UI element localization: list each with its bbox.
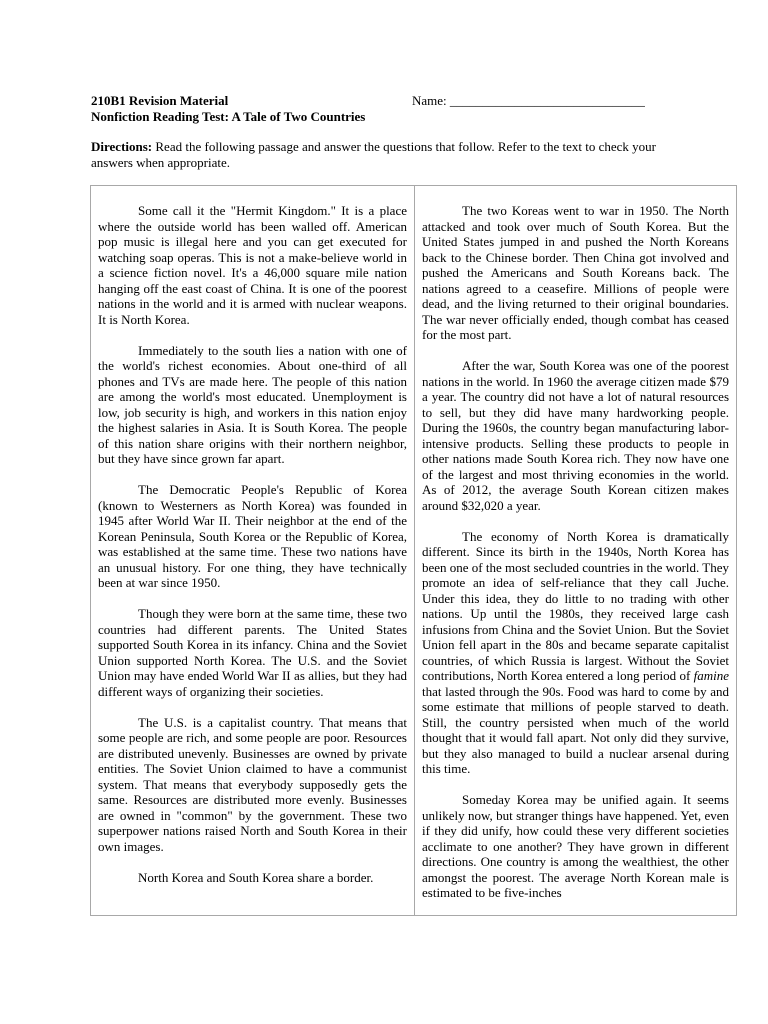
document-header <box>91 93 691 125</box>
course-title: 210B1 Revision Material <box>91 93 229 108</box>
directions <box>91 139 691 171</box>
passage-column-right <box>415 186 736 915</box>
name-field[interactable]: Name: ______________________________ <box>412 93 645 108</box>
passage-paragraph: North Korea and South Korea share a border. <box>138 869 374 885</box>
passage-paragraph: Immediately to the south lies a nation with one of the world's richest economies. About one-third of all phones and TVs are made here. The people of this nation are among the world's most educated. Unemployment is low, job security is high, and workers in this nation enjoy the highest salaries in Asia. It is South Korea. The people of this nation share origins with their northern neighbor, but they have since grown far apart. <box>98 342 407 466</box>
passage-paragraph: Though they were born at the same time, these two countries had different parents. The United States supported South Korea in its infancy. China and the Soviet Union supported North Korea. The U.S. and the Soviet Union may have ended World War II as allies, but they had different ways of organizing their societies. <box>98 606 407 699</box>
passage-paragraph: The two Koreas went to war in 1950. The North attacked and took over much of South Korea. But the United States jumped in and pushed the North Koreans back to the Chinese border. Then China got involved and pushed the Americans and South Koreans back. The nations agreed to a ceasefire. Millions of people were dead, and the living returned to their original boundaries. The war never officially ended, though combat has ceased for the most part. <box>422 203 729 342</box>
passage-paragraph: The U.S. is a capitalist country. That means that some people are rich, and some people are poor. Resources are distributed unevenly. Businesses are owned by private entities. The Soviet Union claimed to have a communist system. That means that everybody supposedly gets the same. Resources are distributed more evenly. Businesses are owned in "common" by the government. These two superpower nations raised North and South Korea in their own images. <box>98 714 407 854</box>
header-first-line <box>91 93 691 109</box>
directions-text: Read the following passage and answer the questions that follow. Refer to the text to check your answers when appropriate. <box>91 139 656 170</box>
passage-table <box>90 185 737 916</box>
directions-label: Directions: <box>91 139 153 154</box>
passage-column-left <box>91 186 415 915</box>
paragraph-text: The economy of North Korea is dramatically different. Since its birth in the 1940s, North Korea has been one of the most secluded countries in the world. They promote an idea of self-reliance that they call Juche. Under this idea, they do little to no trading with other nations. Up until the 1980s, they received large cash infusions from China and the Soviet Union. But the Soviet Union fell apart in the 80s and became separate capitalist countries, of which Russia is largest. Without the Soviet contributions, North Korea entered a long period of <box>422 528 729 683</box>
passage-paragraph: After the war, South Korea was one of the poorest nations in the world. In 1960 the average citizen made $79 a year. The country did not have a lot of natural resources to sell, but they did have many hardworking people. During the 1960s, the country began manufacturing labor-intensive products. Selling these products to people in other nations made South Korea rich. They now have one of the largest and most thriving economies in the world. As of 2012, the average South Korean citizen makes around $32,020 a year. <box>422 358 729 513</box>
emphasized-word: famine <box>693 668 729 683</box>
test-title: Nonfiction Reading Test: A Tale of Two Countries <box>91 109 366 124</box>
passage-paragraph: Some call it the "Hermit Kingdom." It is a place where the outside world has been walled off. American pop music is illegal here and you can get executed for watching soap operas. This is not a make-believe world in a science fiction novel. It's a 46,000 square mile nation hanging off the east coast of China. It is one of the poorest nations in the world and it is armed with nuclear weapons. It is North Korea. <box>98 203 407 327</box>
paragraph-text: that lasted through the 90s. Food was hard to come by and some estimate that millions of people starved to death. Still, the country persisted when much of the world thought that it would fall apart. Not only did they survive, but they also managed to build a nuclear arsenal during this time. <box>422 683 729 776</box>
passage-paragraph: Someday Korea may be unified again. It seems unlikely now, but stranger things have happened. Yet, even if they did unify, how could these very different societies acclimate to one another? They have grown in different directions. One country is among the wealthiest, the other amongst the poorest. The average North Korean male is estimated to be five-inches <box>422 792 729 900</box>
passage-paragraph: The Democratic People's Republic of Korea (known to Westerners as North Korea) was founded in 1945 after World War II. Their neighbor at the end of the Korean Peninsula, South Korea or the Republic of Korea, was established at the same time. These two nations have an unusual history. For one thing, they have technically been at war since 1950. <box>98 482 407 590</box>
passage-paragraph <box>422 529 729 777</box>
